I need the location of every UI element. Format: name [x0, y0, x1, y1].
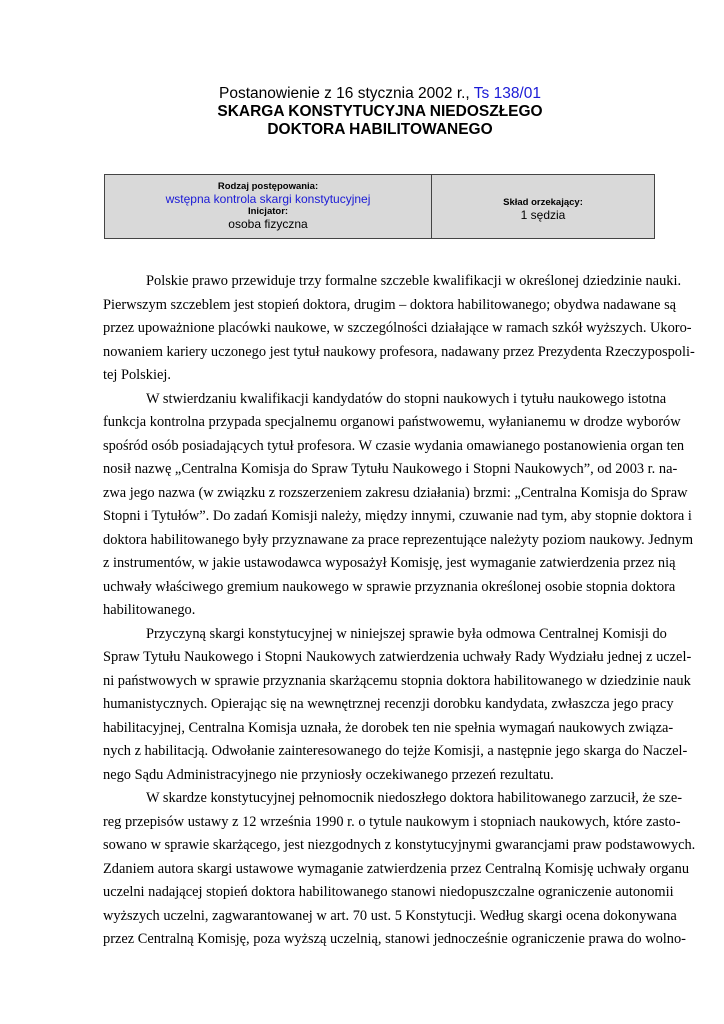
body-line: Stopni i Tytułów”. Do zadań Komisji należy, między innymi, czuwanie nad tym, aby stopnie doktora i [103, 508, 692, 524]
body-line: uczelni nadającej stopień doktora habilitowanego stanowi niedopuszczalne ograniczenie autonomii [103, 884, 674, 900]
body-line: W stwierdzaniu kwalifikacji kandydatów do stopni naukowych i tytułu naukowego istotna [146, 390, 667, 407]
initiator-label: Inicjator: [247, 206, 289, 217]
proceeding-type-label: Rodzaj postępowania: [217, 181, 319, 192]
body-line: funkcja kontrolna przypada specjalnemu organowi państwowemu, wyłanianemu w drodze wyborów [103, 414, 681, 430]
body-line: sowano w sprawie skarżącego, jest niezgodnych z konstytucyjnymi gwarancjami praw podstawowych. [103, 837, 696, 853]
document-header [0, 85, 724, 139]
body-line: spośród osób posiadających tytuł profesora. W czasie wydania omawianego postanowienia organ ten [103, 437, 685, 454]
case-info-right [432, 175, 654, 238]
document-subtitle-line1: SKARGA KONSTYTUCYJNA NIEDOSZŁEGO [217, 103, 543, 120]
body-line: nowaniem kariery uczonego jest tytuł naukowy profesora, nadawany przez Prezydenta Rzeczypospoli- [103, 343, 695, 360]
document-title [0, 85, 724, 103]
body-line: Przyczyną skargi konstytucyjnej w niniejszej sprawie była odmowa Centralnej Komisji do [146, 625, 667, 642]
body-line: nego Sądu Administracyjnego nie przyniosły oczekiwanego przezeń rezultatu. [103, 766, 554, 783]
body-line: tej Polskiej. [103, 367, 171, 383]
bench-label: Skład orzekający: [503, 197, 583, 208]
document-subtitle-line2: DOKTORA HABILITOWANEGO [267, 121, 493, 138]
body-line: habilitowanego. [103, 602, 196, 618]
body-line: przez Centralną Komisję, poza wyższą uczelnią, stanowi jednocześnie ograniczenie prawa do wolno- [103, 931, 686, 947]
body-line: Pierwszym szczeblem jest stopień doktora, drugim – doktora habilitowanego; obydwa nadawane są [103, 296, 677, 313]
case-signature-link[interactable]: Ts 138/01 [473, 85, 541, 102]
title-prefix: Postanowienie z 16 stycznia 2002 r., [219, 85, 474, 102]
body-line: humanistycznych. Opierając się na wewnętrznej recenzji dorobku kandydata, zwłaszcza jego pracy [103, 696, 674, 712]
document-body [103, 270, 696, 952]
body-line: nosił nazwę „Centralna Komisja do Spraw Tytułu Naukowego i Stopni Naukowych”, od 2003 r. na- [103, 461, 678, 477]
body-line: wyższych uczelni, zagwarantowanej w art. 70 ust. 5 Konstytucji. Według skargi ocena dokonywana [103, 907, 677, 924]
body-line: ni państwowych w sprawie przyznania skarżącemu stopnia doktora habilitowanego w dziedzinie nauk [103, 672, 691, 689]
body-line: habilitacyjnej, Centralna Komisja uznała, że dorobek ten nie spełnia wymagań naukowych związa- [103, 719, 674, 736]
body-line: Polskie prawo przewiduje trzy formalne szczeble kwalifikacji w określonej dziedzinie nauki. [146, 273, 682, 289]
body-line: Spraw Tytułu Naukowego i Stopni Naukowych zatwierdzenia uchwały Rady Wydziału jednej z uczel- [103, 649, 692, 665]
body-line: Zdaniem autora skargi ustawowe wymaganie zatwierdzenia przez Centralną Komisję uchwały organu [103, 860, 690, 877]
body-line: uchwały właściwego gremium naukowego w sprawie przyznania określonej osobie stopnia doktora [103, 578, 676, 595]
proceeding-type-value[interactable]: wstępna kontrola skargi konstytucyjnej [165, 192, 371, 206]
body-line: W skardze konstytucyjnej pełnomocnik niedoszłego doktora habilitowanego zarzucił, że sze- [146, 790, 683, 806]
case-info-left [105, 175, 432, 238]
body-line: nych z habilitacją. Odwołanie zainteresowanego do tejże Komisji, a następnie jego skarga do Naczel- [103, 743, 688, 759]
body-line: przez upoważnione placówki naukowe, w szczególności działające w ramach szkół wyższych. Ukoro- [103, 320, 692, 336]
body-line: doktora habilitowanego były przyznawane za prace reprezentujące należyty poziom naukowy. Jednym [103, 531, 694, 548]
body-line: z instrumentów, w jakie ustawodawca wyposażył Komisję, jest wymaganie zatwierdzenia przez nią [103, 555, 676, 571]
bench-value: 1 sędzia [520, 208, 566, 222]
body-line: reg przepisów ustawy z 12 września 1990 r. o tytule naukowym i stopniach naukowych, które zasto- [103, 813, 681, 830]
case-info-box [104, 174, 655, 239]
initiator-value: osoba fizyczna [228, 217, 308, 231]
body-line: zwa jego nazwa (w związku z rozszerzeniem zakresu działania) brzmi: „Centralna Komisja do Spraw [103, 484, 688, 501]
